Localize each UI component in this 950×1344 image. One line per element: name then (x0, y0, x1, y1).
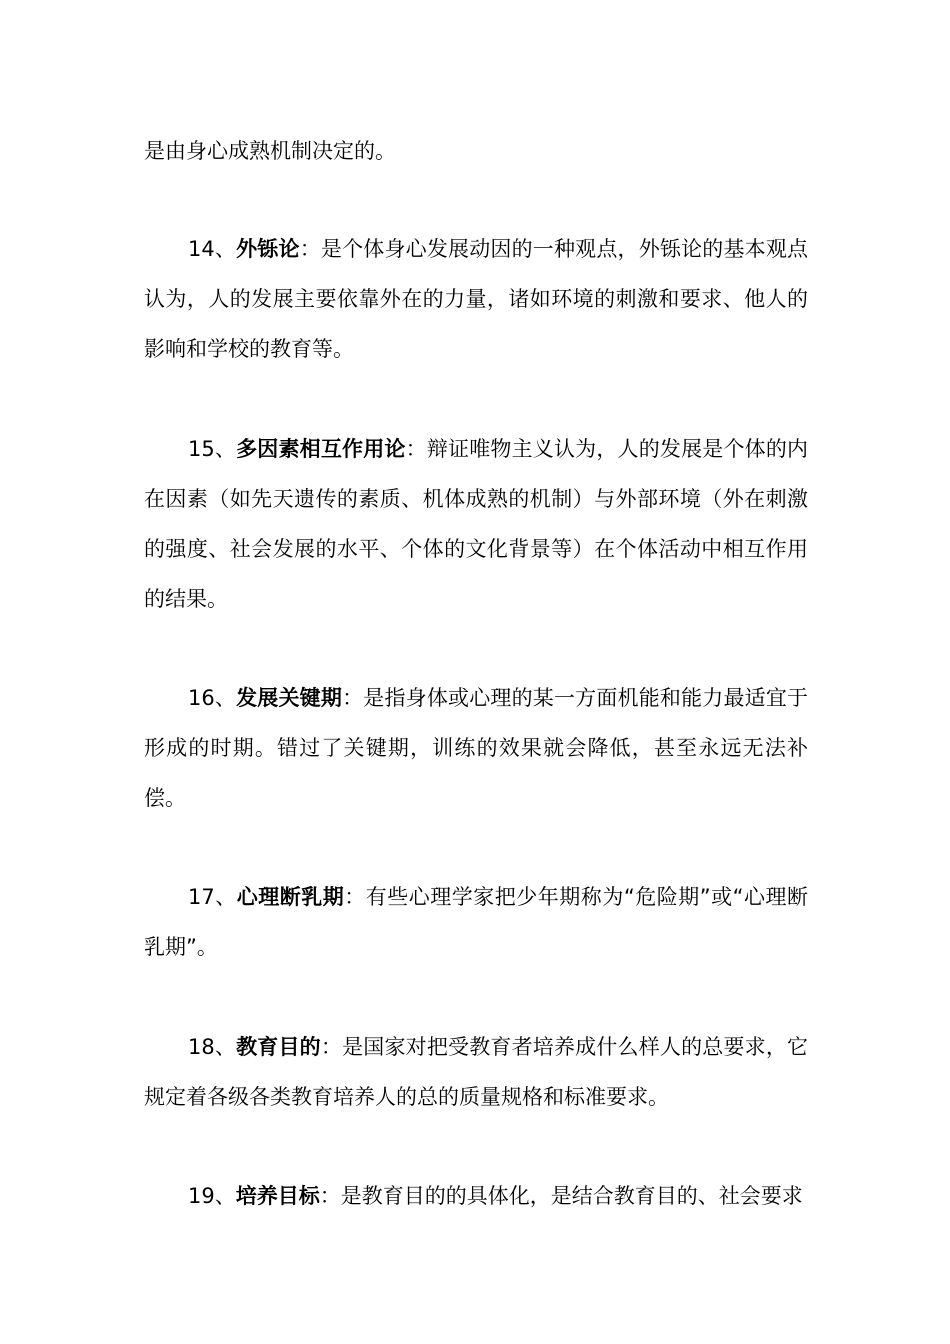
entry-definition: ：是指身体或心理的某一方面机能和能力最适宜于形成的时期。错过了关键期，训练的效果就会降低，甚至永远无法补偿。 (144, 686, 809, 810)
definition-entry-16 (144, 673, 808, 823)
entry-term: 教育目的 (236, 1035, 321, 1059)
entry-definition: ：是个体身心发展动因的一种观点，外铄论的基本观点认为，人的发展主要依靠外在的力量，诸如环境的刺激和要求、他人的影响和学校的教育等。 (144, 237, 809, 361)
entry-term: 培养目标 (235, 1184, 320, 1208)
entry-term: 发展关键期 (236, 686, 343, 710)
entry-number: 18、 (188, 1035, 237, 1059)
entry-term: 外铄论 (236, 237, 300, 261)
entry-definition: ：辩证唯物主义认为，人的发展是个体的内在因素（如先天遗传的素质、机体成熟的机制）与外部环境（外在刺激的强度、社会发展的水平、个体的文化背景等）在个体活动中相互作用的结果。 (144, 437, 809, 611)
entry-number: 17、 (188, 885, 237, 909)
entry-number: 14、 (188, 237, 237, 261)
entry-number: 15、 (188, 437, 237, 461)
definition-entry-18 (144, 1022, 808, 1122)
continuation-text: 是由身心成熟机制决定的。 (144, 139, 396, 163)
entry-definition: ：是国家对把受教育者培养成什么样人的总要求，它规定着各级各类教育培养人的总的质量规格和标准要求。 (144, 1035, 809, 1109)
entry-number: 16、 (188, 686, 237, 710)
entry-term: 心理断乳期 (236, 885, 345, 909)
definition-entry-14 (144, 224, 808, 374)
definition-entry-17 (144, 872, 808, 972)
definition-entry-19 (144, 1171, 808, 1221)
entry-definition: ：有些心理学家把少年期称为“危险期”或“心理断乳期”。 (144, 885, 808, 959)
entry-number: 19、 (188, 1184, 236, 1208)
entry-term: 多因素相互作用论 (236, 437, 406, 461)
definition-entry-15 (144, 424, 808, 624)
entry-definition: ：是教育目的的具体化，是结合教育目的、社会要求 (319, 1184, 803, 1208)
